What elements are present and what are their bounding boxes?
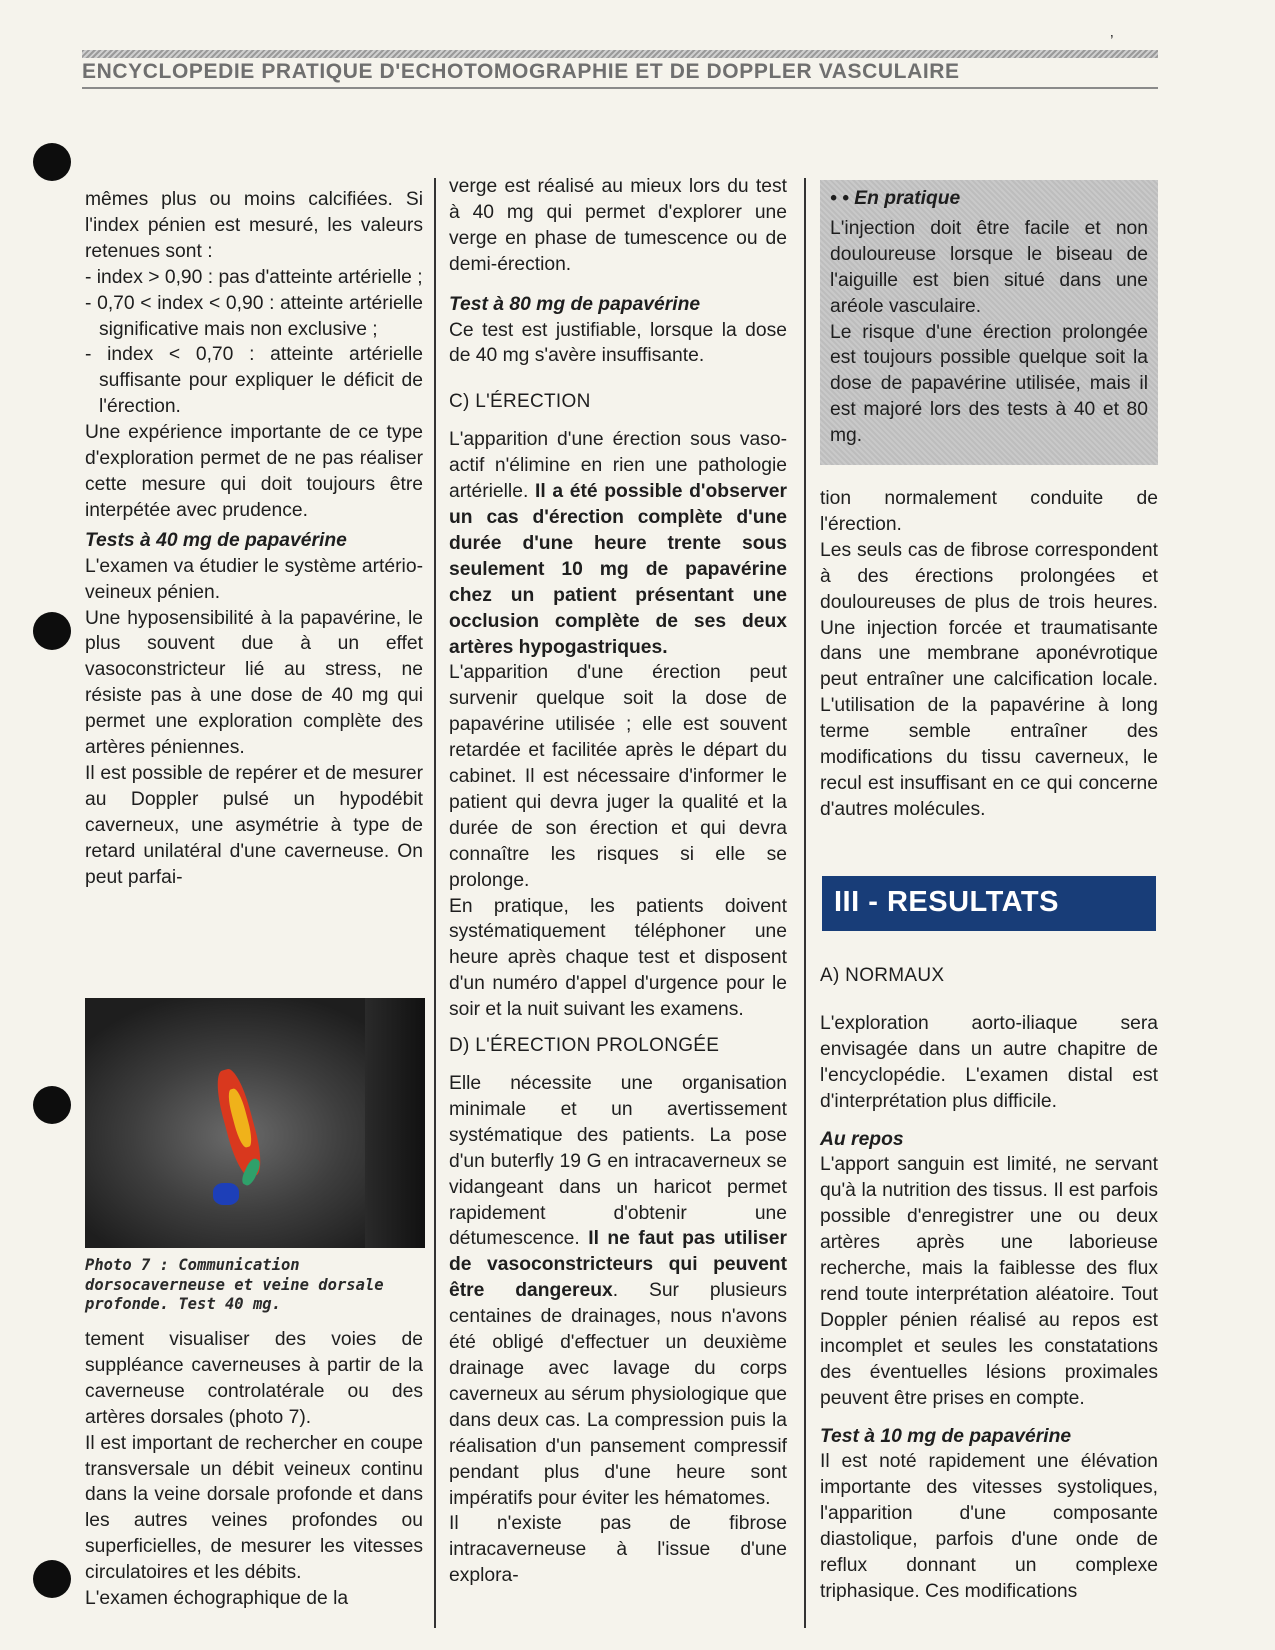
column-3-continued bbox=[820, 963, 1158, 1605]
paragraph: verge est réalisé au mieux lors du test à 40 mg qui permet d'explorer une verge en phase de tumescence ou de demi-érection. bbox=[449, 176, 787, 275]
section-heading: C) L'ÉRECTION bbox=[449, 391, 591, 413]
list-item: - index > 0,90 : pas d'atteinte artérielle ; bbox=[85, 266, 423, 288]
doppler-photo bbox=[85, 998, 425, 1248]
punch-hole bbox=[33, 1086, 71, 1124]
photo-caption: Photo 7 : Communication dorsocaverneuse et veine dorsale profonde. Test 40 mg. bbox=[85, 1256, 384, 1313]
paragraph bbox=[449, 427, 787, 660]
paragraph: L'apparition d'une érection peut survenir quelque soit la dose de papavérine utilisée ; elle est souvent retardée et facilitée après le départ du cabinet. Il est nécessaire d'informer le patient qui devra juger la qualité et la durée de son érection et qui devra connaître les risques si elle se prolonge. bbox=[449, 662, 787, 891]
page-header-title: ENCYCLOPEDIE PRATIQUE D'ECHOTOMOGRAPHIE ET DE DOPPLER VASCULAIRE bbox=[82, 60, 960, 83]
section-heading: D) L'ÉRECTION PROLONGÉE bbox=[449, 1035, 720, 1057]
column-1-continued bbox=[85, 1327, 423, 1612]
paragraph: tement visualiser des voies de suppléance caverneuses à partir de la caverneuse controlatérale ou des artères dorsales (photo 7). bbox=[85, 1329, 423, 1428]
bold-text: Il a été possible d'observer un cas d'érection complète d'une durée d'une heure trente sous seulement 10 mg de papavérine chez un patient présentant une occlusion complète de ses deux artères hypogastriques. bbox=[449, 481, 787, 658]
subheading: Tests à 40 mg de papavérine bbox=[85, 529, 347, 551]
corner-mark: ’ bbox=[1110, 33, 1114, 50]
column-1 bbox=[85, 187, 423, 890]
paragraph: L'exploration aorto-iliaque sera envisagée dans un autre chapitre de l'encyclopédie. L'examen distal est d'interprétation plus difficile. bbox=[820, 1012, 1158, 1112]
section-heading: A) NORMAUX bbox=[820, 965, 945, 986]
paragraph: En pratique, les patients doivent systématiquement téléphoner une heure après chaque test et disposent d'un numéro d'appel d'urgence pour le soir et la nuit suivant les examens. bbox=[449, 895, 787, 1021]
paragraph: Il est possible de repérer et de mesurer au Doppler pulsé un hypodébit caverneux, une asymétrie à type de retard unilatéral d'une caverneuse. On peut parfai- bbox=[85, 762, 423, 888]
paragraph: tion normalement conduite de l'érection. bbox=[820, 488, 1158, 535]
paragraph: Les seuls cas de fibrose correspondent à des érections prolongées et douloureuses de plus de trois heures. Une injection forcée et traumatisante dans une membrane aponévrotique peut entraîner une calcification locale. L'utilisation de la papavérine à long terme semble entraîner des modifications du tissu caverneux, le recul est insuffisant en ce qui concerne d'autres molécules. bbox=[820, 539, 1158, 820]
list-item: - 0,70 < index < 0,90 : atteinte artérielle significative mais non exclusive ; bbox=[85, 292, 423, 340]
color-flow-blue bbox=[213, 1183, 239, 1205]
punch-hole bbox=[33, 1560, 71, 1598]
paragraph: L'examen va étudier le système artério-veineux pénien. bbox=[85, 555, 423, 603]
paragraph-text: L'apparition d'une érection sous vaso-actif n'élimine en rien une pathologie artérielle. bbox=[449, 429, 787, 503]
paragraph: L'apport sanguin est limité, ne servant qu'à la nutrition des tissus. Il est parfois possible d'enregistrer une ou deux artères après une laborieuse recherche, mais la faiblesse des flux rend toute interprétation aléatoire. Tout Doppler pénien réalisé au repos est incomplet et seules les constatations des éventuelles lésions proximales peuvent être prises en compte. bbox=[820, 1154, 1158, 1409]
header-rule bbox=[82, 87, 1158, 89]
list-item: - index < 0,70 : atteinte artérielle suffisante pour expliquer le déficit de l'érection. bbox=[85, 344, 423, 418]
paragraph: Il est noté rapidement une élévation importante des vitesses systoliques, l'apparition d'une composante diastolique, parfois d'une onde de reflux donnant un complexe triphasique. Ces modifications bbox=[820, 1451, 1158, 1602]
paragraph: L'injection doit être facile et non douloureuse lorsque le biseau de l'aiguille est bien situé dans une aréole vasculaire. bbox=[830, 217, 1148, 317]
column-2 bbox=[449, 174, 787, 1589]
paragraph: Une expérience importante de ce type d'exploration permet de ne pas réaliser cette mesure qui doit toujours être interpétée avec prudence. bbox=[85, 422, 423, 521]
results-heading: III - RESULTATS bbox=[834, 886, 1059, 918]
practice-box bbox=[820, 180, 1158, 465]
paragraph-text: Elle nécessite une organisation minimale et un avertissement systématique des patients. La pose d'un buterfly 19 G en intracaverneux se vidangeant dans un haricot permet rapidement d'obtenir une détumescence. bbox=[449, 1073, 787, 1250]
paragraph: Il n'existe pas de fibrose intracaverneuse à l'issue d'une explora- bbox=[449, 1513, 787, 1587]
paragraph: Ce test est justifiable, lorsque la dose de 40 mg s'avère insuffisante. bbox=[449, 319, 787, 367]
results-heading-block bbox=[822, 876, 1156, 931]
paragraph: L'examen échographique de la bbox=[85, 1588, 349, 1610]
photo-dark-band bbox=[365, 998, 425, 1248]
bold-text: Il ne faut pas utiliser de vasoconstricteurs qui peuvent être dangereux bbox=[449, 1228, 787, 1302]
subheading: Test à 80 mg de papavérine bbox=[449, 293, 701, 315]
subheading: Au repos bbox=[820, 1128, 904, 1150]
box-title: • • En pratique bbox=[830, 188, 961, 209]
subheading: Test à 10 mg de papavérine bbox=[820, 1425, 1072, 1447]
paragraph: mêmes plus ou moins calcifiées. Si l'index pénien est mesuré, les valeurs retenues sont : bbox=[85, 189, 423, 262]
column-divider bbox=[804, 178, 806, 1628]
punch-hole bbox=[33, 143, 71, 181]
paragraph: Il est important de rechercher en coupe transversale un débit veineux continu dans la veine dorsale profonde et dans les autres veines profondes ou superficielles, de mesurer les vitesses circulatoires et les débits. bbox=[85, 1432, 423, 1584]
punch-hole bbox=[33, 612, 71, 650]
header-band bbox=[82, 50, 1158, 58]
paragraph: Une hyposensibilité à la papavérine, le plus souvent due à un effet vasoconstricteur lié au stress, ne résiste pas à une dose de 40 mg qui permet une exploration complète des artères péniennes. bbox=[85, 607, 423, 759]
paragraph-text: . Sur plusieurs centaines de drainages, nous n'avons été obligé d'effectuer un deuxième drainage avec lavage du corps caverneux au sérum physiologique que dans deux cas. La compression puis la réalisation d'un pansement compressif pendant plus d'une heure sont impératifs pour éviter les hématomes. bbox=[449, 1280, 787, 1509]
column-3 bbox=[820, 486, 1158, 823]
column-divider bbox=[434, 178, 436, 1628]
paragraph: Le risque d'une érection prolongée est toujours possible quelque soit la dose de papavérine utilisée, mais il est majoré lors des tests à 40 et 80 mg. bbox=[830, 321, 1148, 447]
paragraph bbox=[449, 1071, 787, 1511]
